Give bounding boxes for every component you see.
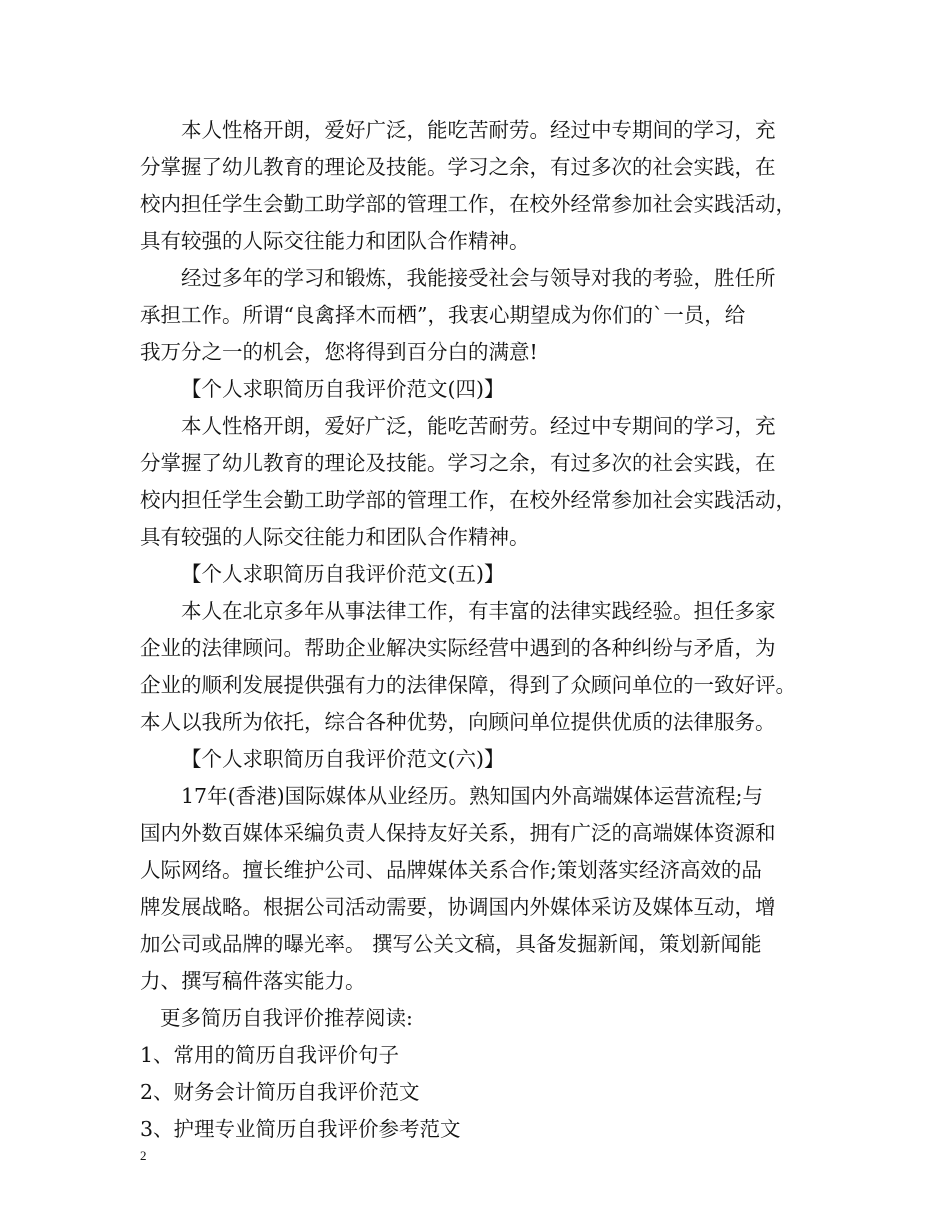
text-line: 17年(香港)国际媒体从业经历。熟知国内外高端媒体运营流程;与 <box>181 784 763 808</box>
text-line: 分掌握了幼儿教育的理论及技能。学习之余，有过多次的社会实践，在 <box>140 451 776 475</box>
text-line: 牌发展战略。根据公司活动需要，协调国内外媒体采访及媒体互动，增 <box>140 895 776 919</box>
text-line: 力、撰写稿件落实能力。 <box>140 969 366 993</box>
recommend-link[interactable]: 3、护理专业简历自我评价参考范文 <box>140 1117 461 1141</box>
text-line: 本人在北京多年从事法律工作，有丰富的法律实践经验。担任多家 <box>181 599 776 623</box>
recommend-link[interactable]: 1、常用的简历自我评价句子 <box>140 1043 400 1067</box>
section-heading <box>140 371 830 408</box>
paragraph <box>140 112 830 260</box>
section-heading <box>140 741 830 778</box>
text-line: 企业的顺利发展提供强有力的法律保障，得到了众顾问单位的一致好评。 <box>140 673 796 697</box>
recommend-link[interactable]: 2、财务会计简历自我评价范文 <box>140 1080 420 1104</box>
heading-text: 【个人求职简历自我评价范文(四)】 <box>181 377 505 401</box>
text-line: 国内外数百媒体采编负责人保持友好关系，拥有广泛的高端媒体资源和 <box>140 821 776 845</box>
text-line: 加公司或品牌的曝光率。 撰写公关文稿，具备发掘新闻，策划新闻能 <box>140 932 762 956</box>
recommend-section <box>140 1000 830 1148</box>
text-line: 校内担任学生会勤工助学部的管理工作，在校外经常参加社会实践活动， <box>140 192 796 216</box>
page-number: 2 <box>140 1148 147 1163</box>
paragraph <box>140 260 830 371</box>
section-heading <box>140 556 830 593</box>
text-line: 我万分之一的机会，您将得到百分白的满意! <box>140 340 538 364</box>
recommend-title: 更多简历自我评价推荐阅读: <box>160 1006 413 1030</box>
document-body <box>140 112 830 1148</box>
text-line: 本人性格开朗，爱好广泛，能吃苦耐劳。经过中专期间的学习，充 <box>181 414 776 438</box>
text-line: 本人性格开朗，爱好广泛，能吃苦耐劳。经过中专期间的学习，充 <box>181 118 776 142</box>
heading-text: 【个人求职简历自我评价范文(六)】 <box>181 747 505 771</box>
paragraph <box>140 593 830 741</box>
heading-text: 【个人求职简历自我评价范文(五)】 <box>181 562 505 586</box>
text-line: 经过多年的学习和锻炼，我能接受社会与领导对我的考验，胜任所 <box>181 266 776 290</box>
text-line: 人际网络。擅长维护公司、品牌媒体关系合作;策划落实经济高效的品 <box>140 858 762 882</box>
text-line: 承担工作。所谓“良禽择木而栖”，我衷心期望成为你们的`一员，给 <box>140 303 746 327</box>
text-line: 校内担任学生会勤工助学部的管理工作，在校外经常参加社会实践活动， <box>140 488 796 512</box>
text-line: 企业的法律顾问。帮助企业解决实际经营中遇到的各种纠纷与矛盾，为 <box>140 636 776 660</box>
paragraph <box>140 408 830 556</box>
text-line: 具有较强的人际交往能力和团队合作精神。 <box>140 525 530 549</box>
paragraph <box>140 778 830 1000</box>
text-line: 本人以我所为依托，综合各种优势，向顾问单位提供优质的法律服务。 <box>140 710 776 734</box>
text-line: 分掌握了幼儿教育的理论及技能。学习之余，有过多次的社会实践，在 <box>140 155 776 179</box>
text-line: 具有较强的人际交往能力和团队合作精神。 <box>140 229 530 253</box>
